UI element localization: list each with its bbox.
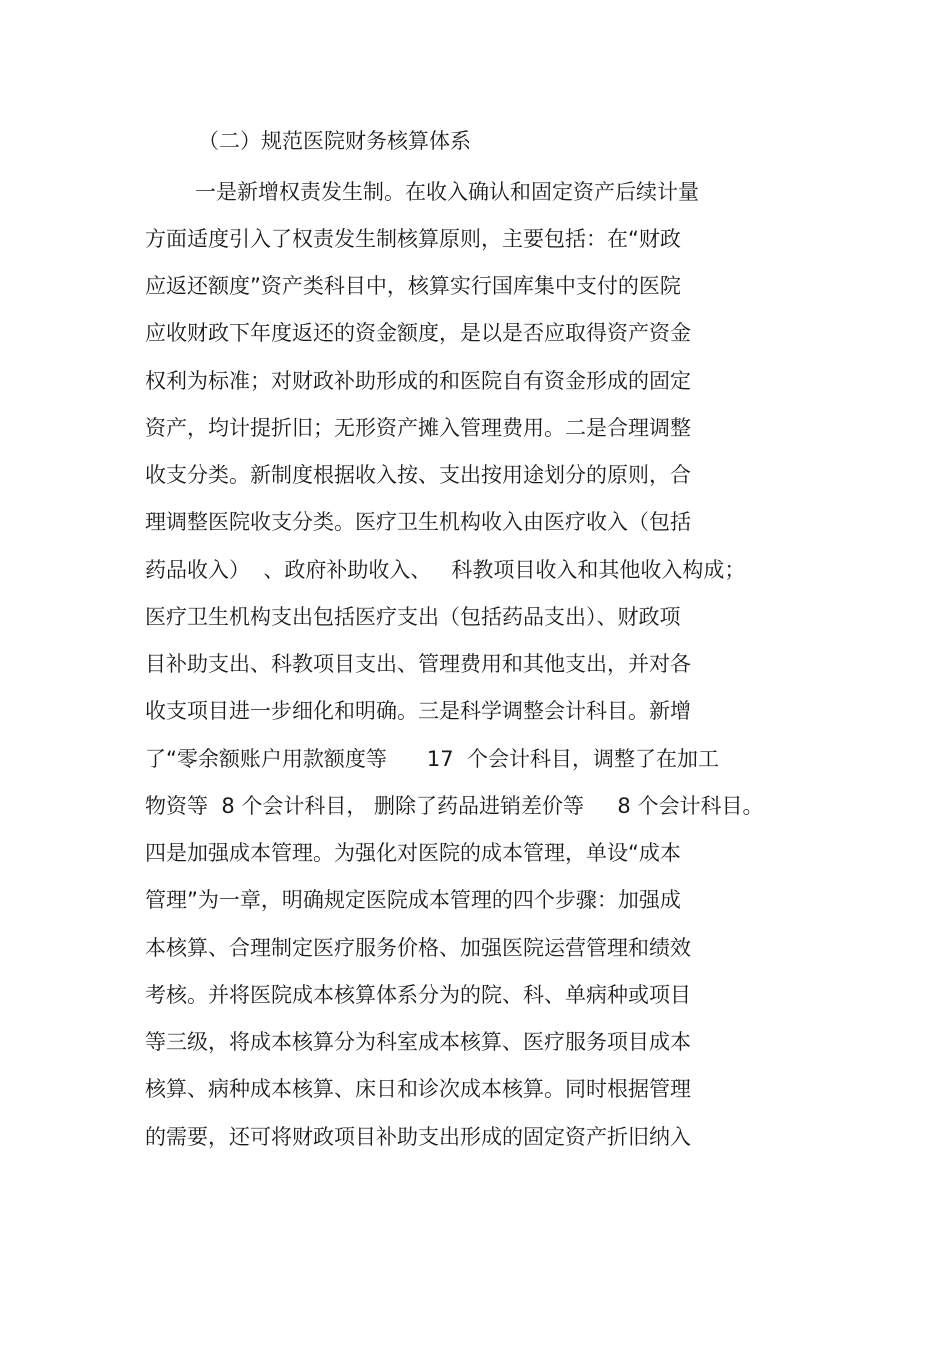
text-line: 应收财政下年度返还的资金额度，是以是否应取得资产资金	[145, 321, 691, 345]
text-line: 方面适度引入了权责发生制核算原则，主要包括：在“财政	[145, 227, 681, 251]
text-line: 权利为标准；对财政补助形成的和医院自有资金形成的固定	[145, 369, 691, 393]
section-heading: （二）规范医院财务核算体系	[198, 129, 471, 153]
text-line: 物资等 8 个会计科目， 删除了药品进销差价等 8 个会计科目。	[145, 794, 764, 818]
text-line: 目补助支出、科教项目支出、管理费用和其他支出，并对各	[145, 652, 691, 676]
text-line: 药品收入） 、政府补助收入、 科教项目收入和其他收入构成；	[145, 558, 746, 582]
text-line: 等三级，将成本核算分为科室成本核算、医疗服务项目成本	[145, 1030, 691, 1054]
text-line: 理调整医院收支分类。医疗卫生机构收入由医疗收入（包括	[145, 510, 691, 534]
text-line: 收支分类。新制度根据收入按、支出按用途划分的原则，合	[145, 463, 691, 487]
text-line: 四是加强成本管理。为强化对医院的成本管理，单设“成本	[145, 841, 681, 865]
text-line: 管理”为一章，明确规定医院成本管理的四个步骤：加强成	[145, 888, 681, 912]
text-line: 资产，均计提折旧；无形资产摊入管理费用。二是合理调整	[145, 416, 691, 440]
text-line: 了“零余额账户用款额度等 17 个会计科目，调整了在加工	[145, 747, 720, 771]
text-line: 考核。并将医院成本核算体系分为的院、科、单病种或项目	[145, 983, 691, 1007]
text-line: 本核算、合理制定医疗服务价格、加强医院运营管理和绩效	[145, 936, 691, 960]
text-line: 应返还额度”资产类科目中，核算实行国库集中支付的医院	[145, 274, 681, 298]
text-line: 的需要，还可将财政项目补助支出形成的固定资产折旧纳入	[145, 1125, 691, 1149]
text-line: 收支项目进一步细化和明确。三是科学调整会计科目。新增	[145, 699, 691, 723]
text-line: 核算、病种成本核算、床日和诊次成本核算。同时根据管理	[145, 1077, 691, 1101]
text-line: 一是新增权责发生制。在收入确认和固定资产后续计量	[195, 180, 699, 204]
text-line: 医疗卫生机构支出包括医疗支出（包括药品支出）、财政项	[145, 605, 681, 629]
